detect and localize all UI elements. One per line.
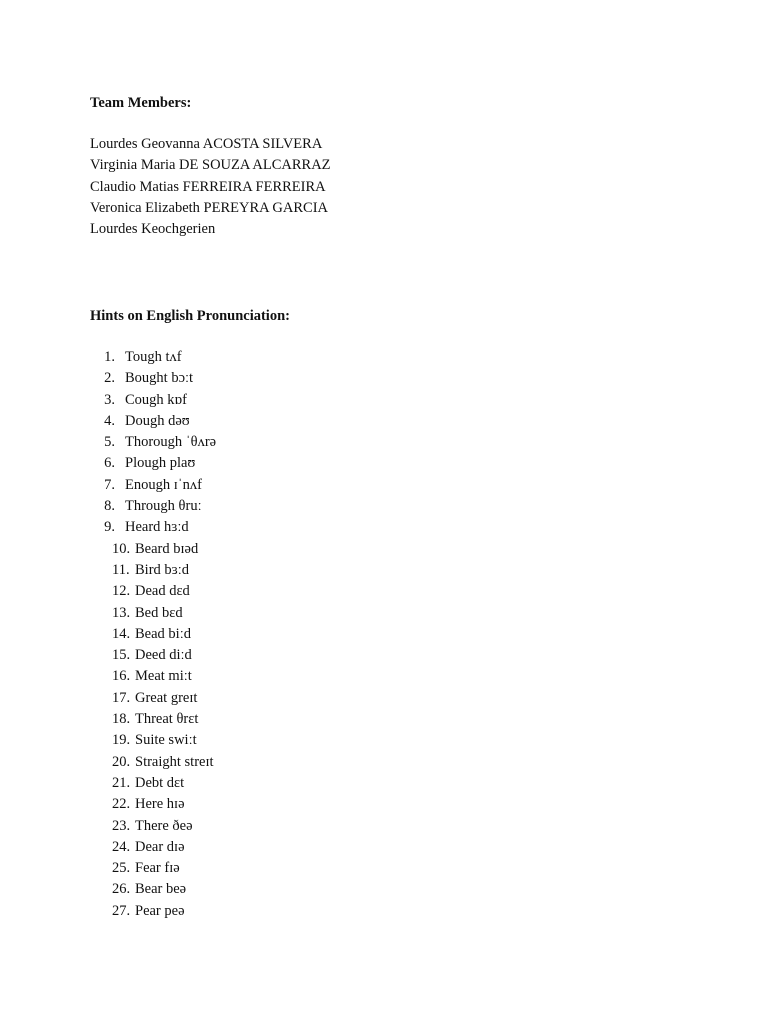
list-item (90, 432, 216, 453)
list-item-number: 19. (112, 732, 131, 749)
list-item-number: 15. (112, 647, 131, 664)
list-item (90, 411, 216, 432)
list-item-number: 4. (104, 412, 115, 429)
list-item (90, 475, 216, 496)
list-item-text: Through θruː (125, 498, 202, 515)
list-item (90, 368, 216, 389)
list-item-number: 22. (112, 796, 131, 813)
list-item-number: 23. (112, 817, 131, 834)
list-item-number: 6. (104, 455, 115, 472)
list-item-number: 3. (104, 391, 115, 408)
list-item (90, 347, 216, 368)
team-members-list (90, 134, 331, 240)
list-item-text: Pear peə (135, 902, 185, 919)
list-item-number: 5. (104, 434, 115, 451)
list-item-number: 24. (112, 838, 131, 855)
list-item (90, 496, 216, 517)
list-item-number: 26. (112, 881, 131, 898)
list-item-number: 27. (112, 902, 131, 919)
list-item-number: 2. (104, 370, 115, 387)
team-member: Claudio Matias FERREIRA FERREIRA (90, 178, 326, 195)
list-item-text: Bear beə (135, 881, 187, 898)
list-item (90, 730, 216, 751)
list-item-number: 17. (112, 689, 131, 706)
list-item-number: 16. (112, 668, 131, 685)
list-item-text: Straight streɪt (135, 753, 214, 770)
list-item-text: Bead biːd (135, 625, 191, 642)
list-item-text: Dead dɛd (135, 583, 190, 600)
list-item-number: 11. (112, 561, 130, 578)
team-member: Veronica Elizabeth PEREYRA GARCIA (90, 199, 329, 216)
list-item (90, 560, 216, 581)
list-item (90, 879, 216, 900)
list-item-number: 10. (112, 540, 131, 557)
list-item-text: Suite swiːt (135, 732, 197, 749)
list-item-number: 18. (112, 711, 131, 728)
list-item-number: 25. (112, 860, 131, 877)
list-item-text: Bed bɛd (135, 604, 183, 621)
list-item (90, 603, 216, 624)
list-item-number: 14. (112, 625, 131, 642)
list-item (90, 688, 216, 709)
list-item (90, 816, 216, 837)
list-item-text: Bought bɔːt (125, 370, 194, 387)
list-item (90, 773, 216, 794)
list-item-text: Dough dəʊ (125, 412, 190, 429)
list-item (90, 645, 216, 666)
list-item-text: Great greɪt (135, 689, 198, 706)
list-item-text: Enough ɪˈnʌf (125, 476, 202, 493)
team-member: Lourdes Keochgerien (90, 221, 216, 237)
list-item-text: Tough tʌf (125, 349, 182, 365)
list-item (90, 858, 216, 879)
list-item-number: 1. (104, 349, 115, 365)
list-item-number: 20. (112, 753, 131, 770)
list-item-number: 8. (104, 498, 115, 515)
list-item-text: Plough plaʊ (125, 455, 196, 472)
list-item (90, 539, 216, 560)
list-item-text: Cough kɒf (125, 391, 187, 408)
list-item-text: Debt dɛt (135, 774, 185, 791)
list-item-text: Heard hɜːd (125, 519, 189, 536)
team-members-heading: Team Members: (90, 95, 192, 111)
list-item-text: Fear fɪə (135, 860, 180, 877)
list-item (90, 794, 216, 815)
list-item-text: Here hɪə (135, 796, 185, 813)
list-item (90, 581, 216, 602)
list-item (90, 517, 216, 538)
list-item (90, 901, 216, 922)
list-item-number: 13. (112, 604, 131, 621)
list-item (90, 453, 216, 474)
list-item-text: Threat θrɛt (135, 711, 199, 728)
list-item-text: Beard bɪəd (135, 540, 199, 557)
list-item-text: Deed diːd (135, 647, 192, 664)
list-item-number: 12. (112, 583, 131, 600)
team-member: Lourdes Geovanna ACOSTA SILVERA (90, 136, 323, 152)
list-item (90, 390, 216, 411)
list-item (90, 709, 216, 730)
list-item-text: Bird bɜːd (135, 561, 190, 578)
list-item (90, 624, 216, 645)
list-item-text: Meat miːt (135, 668, 192, 685)
list-item (90, 837, 216, 858)
pronunciation-heading: Hints on English Pronunciation: (90, 308, 290, 324)
list-item-number: 21. (112, 774, 131, 791)
list-item-number: 7. (104, 476, 115, 493)
list-item-number: 9. (104, 519, 115, 536)
list-item-text: There ðeə (135, 817, 193, 834)
list-item (90, 752, 216, 773)
list-item-text: Dear dɪə (135, 838, 185, 855)
team-member: Virginia Maria DE SOUZA ALCARRAZ (90, 157, 331, 174)
list-item (90, 666, 216, 687)
pronunciation-list (90, 347, 216, 922)
list-item-text: Thorough ˈθʌrə (125, 434, 217, 451)
